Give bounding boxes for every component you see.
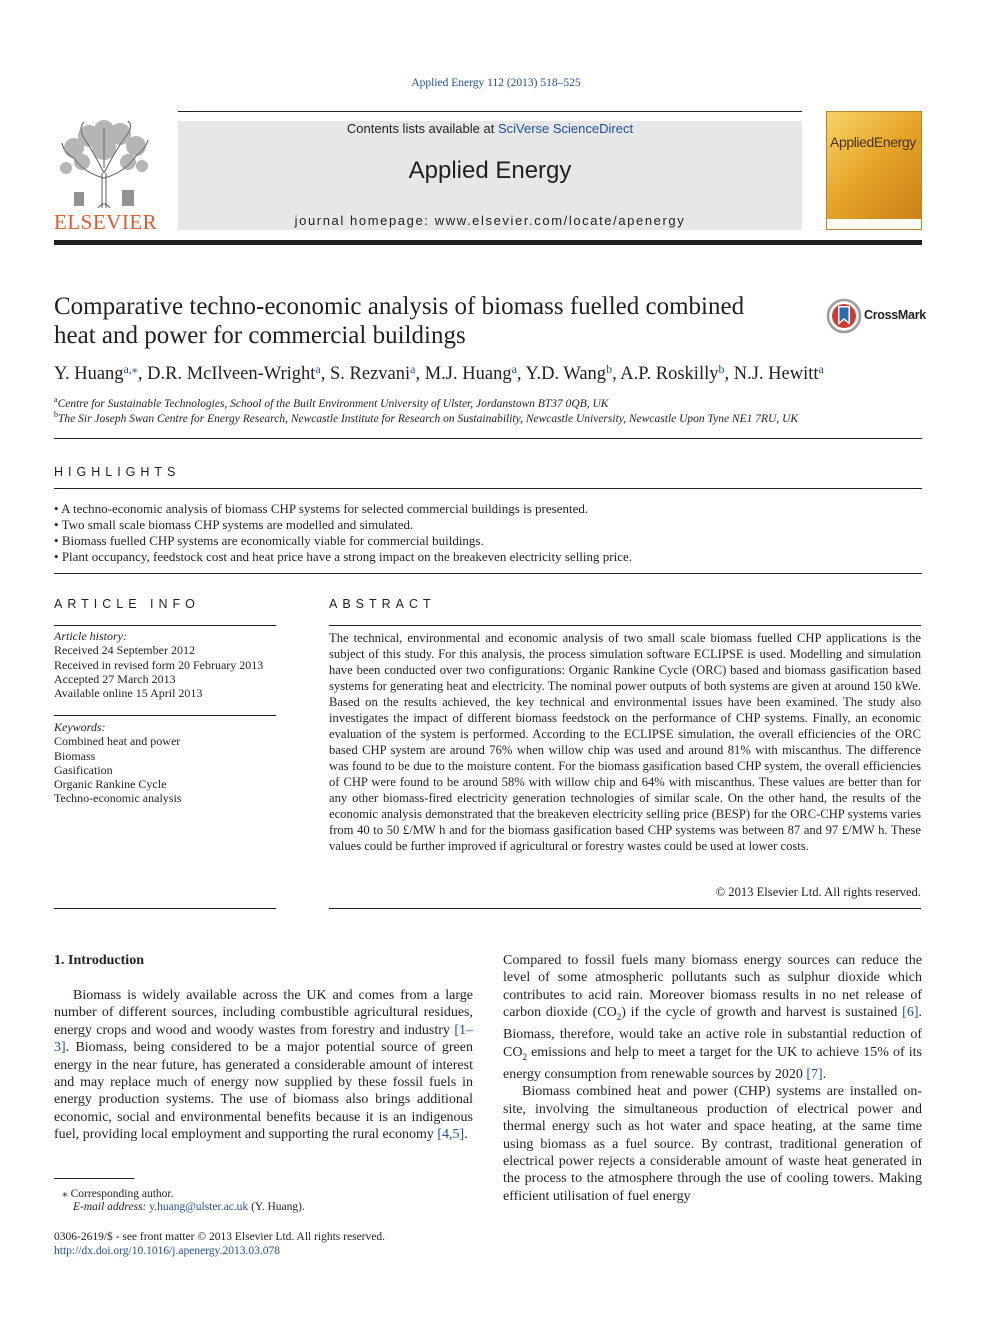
history-item: Available online 15 April 2013 xyxy=(54,686,203,701)
elsevier-wordmark: ELSEVIER xyxy=(54,210,158,234)
author-list: Y. Huang$^{a,⁎}$, D.R. McIlveen-Wright$^a$, S. Rezvani$^a$, M.J. Huang$^a$, Y.D. Wang$^b$, A.P. Roskilly$^b$, N.J. Hewitt$^a$ xyxy=(54,362,824,384)
highlight-text: A techno-economic analysis of biomass CHP systems for selected commercial buildings is presented. xyxy=(61,501,589,516)
author-affiliation-mark[interactable]: a xyxy=(818,362,824,376)
affiliation-b xyxy=(54,410,798,425)
contents-line xyxy=(178,121,802,137)
cover-title: AppliedEnergy xyxy=(830,134,916,150)
history-item: Accepted 27 March 2013 xyxy=(54,671,176,686)
sciencedirect-link[interactable]: SciVerse ScienceDirect xyxy=(497,121,634,136)
journal-name: Applied Energy xyxy=(408,157,572,184)
reference-link[interactable]: [7] xyxy=(806,1067,823,1083)
email-link[interactable]: y.huang@ulster.ac.uk xyxy=(149,1201,249,1213)
affiliation-mark: a xyxy=(54,395,58,404)
header-thick-rule xyxy=(54,240,922,245)
divider xyxy=(54,573,922,574)
abstract-heading: ABSTRACT xyxy=(329,597,436,611)
author-name: Y. Huang xyxy=(54,364,124,384)
article-history xyxy=(54,629,276,700)
footnote-text: Corresponding author. xyxy=(70,1188,174,1200)
keyword: Techno-economic analysis xyxy=(54,791,182,806)
keywords xyxy=(54,720,276,806)
keyword: Combined heat and power xyxy=(54,734,181,749)
copyright-notice: © 2013 Elsevier Ltd. All rights reserved. xyxy=(715,885,921,899)
divider xyxy=(54,715,276,716)
article-info-heading: ARTICLE INFO xyxy=(54,597,200,611)
highlight-item: • Two small scale biomass CHP systems are modelled and simulated. xyxy=(54,517,414,532)
title-line-1: Comparative techno-economic analysis of biomass fuelled combined xyxy=(54,293,745,320)
keywords-label: Keywords: xyxy=(54,720,106,734)
keyword: Organic Rankine Cycle xyxy=(54,777,167,792)
doi-link[interactable]: http://dx.doi.org/10.1016/j.apenergy.2013.03.078 xyxy=(54,1245,280,1257)
keyword: Gasification xyxy=(54,762,113,777)
journal-homepage[interactable]: journal homepage: www.elsevier.com/locate/apenergy xyxy=(294,213,686,228)
intro-paragraph: Compared to fossil fuels many biomass energy sources can reduce the level of some atmospheric pollutants such as sulphur dioxide which contributes to acid rain. Moreover biomass results in no net release of carbon dioxide $(CO_2)$ if the cycle of growth and harvest is sustained [6]. Biomass, therefore, would take an active role in substantial reduction of $CO_2$ emissions and help to meet a target for the UK to achieve 15% of its energy consumption from renewable sources by 2020 [7]. xyxy=(503,953,922,1083)
footnote-mark: ⁎ xyxy=(62,1188,68,1200)
left-column xyxy=(54,987,473,1144)
author-name: A.P. Roskilly xyxy=(620,364,719,384)
header-top-rule xyxy=(178,111,802,112)
history-item: Received 24 September 2012 xyxy=(54,643,195,658)
elsevier-tree-icon xyxy=(54,118,154,210)
issn-line: 0306-2619/$ - see front matter © 2013 Elsevier Ltd. All rights reserved. xyxy=(54,1231,385,1243)
keyword: Biomass xyxy=(54,748,96,763)
highlight-item: • Plant occupancy, feedstock cost and heat price have a strong impact on the breakeven electricity selling price. xyxy=(54,549,633,564)
divider xyxy=(329,625,921,626)
elsevier-logo xyxy=(54,118,154,210)
affiliation-a xyxy=(54,395,608,410)
author-affiliation-mark[interactable]: a,⁎ xyxy=(123,362,138,376)
divider xyxy=(54,908,276,909)
highlights-heading: HIGHLIGHTS xyxy=(54,465,181,479)
author-affiliation-mark[interactable]: b xyxy=(606,362,613,376)
corresponding-author-note xyxy=(62,1186,173,1200)
author-affiliation-mark[interactable]: b xyxy=(718,362,725,376)
history-item: Received in revised form 20 February 2013 xyxy=(54,657,264,672)
article-title xyxy=(54,292,794,350)
intro-paragraph: Biomass is widely available across the UK and comes from a large number of different sources, including combustible agricultural residues, energy crops and wood and woody wastes from forestry and industry [1–3]. Biomass, being considered to be a major potential source of green energy in the near future, has generated a considerable amount of interest and may replace much of energy now supplied by these fossil fuels in energy production systems. The use of biomass also brings additional economic, social and environmental benefits because it is an indigenous fuel, providing local employment and supporting the rural economy [4,5]. xyxy=(54,988,473,1143)
divider xyxy=(54,625,276,626)
crossmark-label: CrossMark xyxy=(864,308,926,322)
divider xyxy=(54,438,922,439)
intro-paragraph: Biomass combined heat and power (CHP) systems are installed on-site, involving the simultaneous production of electrical power and thermal energy such as hot water and space heating, at the same time using biomass as a fuel source. By contrast, traditional generation of electrical power rejects a considerable amount of waste heat generated in the process to the atmosphere through the use of cooling towers. Making efficient utilisation of fuel energy xyxy=(503,1084,922,1204)
title-line-2: heat and power for commercial buildings xyxy=(54,322,466,349)
history-label: Article history: xyxy=(54,629,127,643)
divider xyxy=(329,908,921,909)
author-name: D.R. McIlveen-Wright xyxy=(147,364,316,384)
journal-citation[interactable]: Applied Energy 112 (2013) 518–525 xyxy=(411,77,581,89)
crossmark-icon xyxy=(826,298,862,334)
email-note xyxy=(73,1201,305,1213)
highlight-text: Plant occupancy, feedstock cost and heat price have a strong impact on the breakeven electricity selling price. xyxy=(61,549,633,564)
affiliation-text: Centre for Sustainable Technologies, School of the Built Environment University of Ulster, Jordanstown BT37 0QB, UK xyxy=(57,397,609,410)
section-heading: 1. Introduction xyxy=(54,953,144,968)
email-owner: (Y. Huang). xyxy=(251,1201,305,1213)
journal-header xyxy=(178,121,802,230)
affiliation-text: The Sir Joseph Swan Centre for Energy Research, Newcastle Institute for Research on Sustainability, Newcastle University, Newcastle Upon Tyne NE1 7RU, UK xyxy=(58,412,799,425)
highlight-text: Biomass fuelled CHP systems are economically viable for commercial buildings. xyxy=(61,533,484,548)
journal-cover-image[interactable] xyxy=(826,111,922,230)
author-name: N.J. Hewitt xyxy=(733,364,819,384)
author-affiliation-mark[interactable]: a xyxy=(511,362,517,376)
author-name: S. Rezvani xyxy=(329,364,411,384)
author-affiliation-mark[interactable]: a xyxy=(315,362,321,376)
crossmark-badge[interactable] xyxy=(826,298,926,334)
email-label: E-mail address: xyxy=(73,1201,147,1213)
highlight-text: Two small scale biomass CHP systems are modelled and simulated. xyxy=(61,517,414,532)
author-affiliation-mark[interactable]: a xyxy=(410,362,416,376)
divider xyxy=(54,488,922,489)
abstract-text: The technical, environmental and economic analysis of two small scale biomass fuelled CHP applications is the subject of this study. For this analysis, the process simulation software ECLIPSE is used. Modelling and simulation have been conducted over two configurations: Organic Rankine Cycle (ORC) based and biomass gasification based systems for generating heat and electricity. The nominal power outputs of both systems are given at around 150 kWe. Based on the results achieved, the key technical and environmental issues have been examined. The study also investigates the impact of different biomass feedstock on the performance of CHP systems. Finally, an economic evaluation of the system is performed. According to the ECLIPSE simulation, the overall efficiencies of the ORC based CHP system are around 76% when willow chip was used and around 81% with miscanthus. The difference was found to be due to the moisture content. For the biomass gasification based CHP system, the overall efficiencies of CHP were found to be around 58% with willow chip and 64% with miscanthus. These values are better than for any other biomass-fired electricity generation technologies of similar scale. On the other hand, the results of the economic analysis demonstrated that the breakeven electricity selling price (BESP) for the ORC-CHP systems varies from 40 to 50 £/MW h and for the biomass gasification based CHP systems was between 87 and 97 £/MW h. These values could be further improved if agricultural or forestry wastes could be used at lower costs. xyxy=(329,631,921,853)
reference-link[interactable]: [1–3] xyxy=(54,1022,473,1056)
highlight-item: • Biomass fuelled CHP systems are economically viable for commercial buildings. xyxy=(54,533,484,548)
author-name: Y.D. Wang xyxy=(525,364,607,384)
contents-prefix: Contents lists available at xyxy=(346,121,495,136)
reference-link[interactable]: [6] xyxy=(902,1005,919,1021)
reference-link[interactable]: [4,5] xyxy=(437,1127,465,1143)
cover-footer-strip xyxy=(827,219,921,229)
affiliation-mark: b xyxy=(54,410,58,419)
footnote-rule xyxy=(54,1178,134,1179)
right-column xyxy=(503,952,922,1205)
author-name: M.J. Huang xyxy=(424,364,512,384)
highlight-item: • A techno-economic analysis of biomass CHP systems for selected commercial buildings is presented. xyxy=(54,501,589,516)
